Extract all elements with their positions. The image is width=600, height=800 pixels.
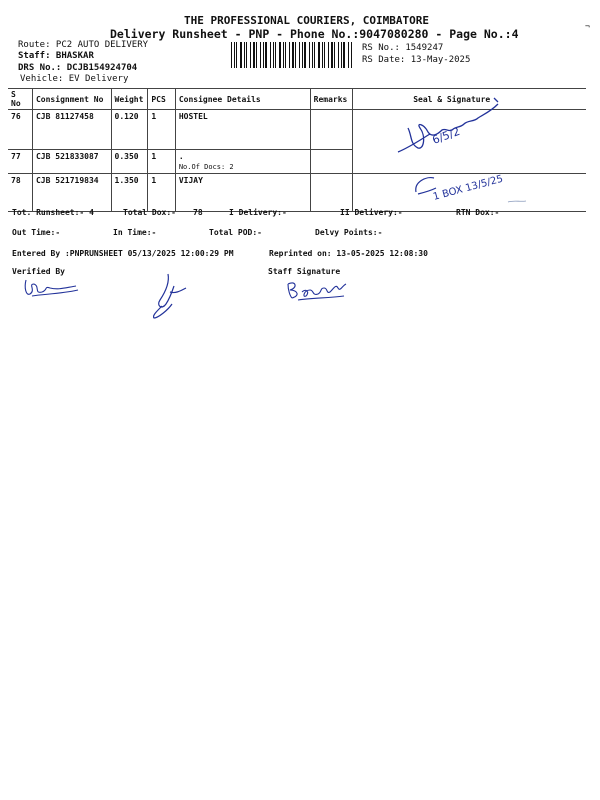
- row-pcs: 1: [148, 174, 176, 212]
- row-weight: 0.120: [111, 110, 148, 150]
- col-seal-signature: Seal & Signature: [353, 89, 586, 110]
- route-label: Route: PC2 AUTO DELIVERY: [18, 40, 149, 50]
- row-consignment: CJB 521719834: [32, 174, 111, 212]
- rtn-dox: RTN Dox:-: [456, 208, 500, 217]
- row-consignment: CJB 521833087: [32, 150, 111, 174]
- verified-by-label: Verified By: [12, 267, 65, 276]
- row-weight: 0.350: [111, 150, 148, 174]
- barcode-image: [230, 42, 354, 68]
- staff-signature-label: Staff Signature: [268, 267, 341, 276]
- ii-delivery: II Delivery:-: [340, 208, 403, 217]
- rs-number: RS No.: 1549247: [362, 43, 444, 53]
- tot-runsheet: Tot. Runsheet:- 4: [12, 208, 94, 217]
- row-weight: 1.350: [111, 174, 148, 212]
- rs-date: RS Date: 13-May-2025: [362, 55, 471, 65]
- row-sno: 76: [8, 110, 32, 150]
- i-delivery: I Delivery:-: [229, 208, 287, 217]
- corner-mark: ¬: [585, 22, 590, 31]
- row-remarks: [310, 110, 353, 150]
- row-consignee: .: [178, 152, 184, 161]
- row-remarks: [310, 174, 353, 212]
- officer-signature: [146, 270, 190, 322]
- row76-handwritten-note: 6/5/2: [430, 124, 462, 147]
- out-time: Out Time:-: [12, 228, 61, 237]
- runsheet-subtitle: Delivery Runsheet - PNP - Phone No.:9047080280 - Page No.:4: [110, 27, 519, 41]
- row-sno: 77: [8, 150, 32, 174]
- col-consignee: Consignee Details: [175, 89, 310, 110]
- row78-handwritten-note: 1 BOX 13/5/25: [431, 173, 505, 203]
- staff-handwritten-signature: [284, 278, 350, 302]
- delvy-points: Delvy Points:-: [315, 228, 383, 237]
- row-pcs: 1: [148, 110, 176, 150]
- col-weight: Weight: [111, 89, 148, 110]
- reprinted-on: Reprinted on: 13-05-2025 12:08:30: [269, 249, 428, 258]
- row-doc-count: No.Of Docs: 2: [178, 163, 234, 171]
- staff-label: Staff: BHASKAR: [18, 51, 94, 61]
- col-sno: S No: [8, 89, 32, 110]
- row-pcs: 1: [148, 150, 176, 174]
- col-remarks: Remarks: [310, 89, 353, 110]
- row-consignment: CJB 81127458: [32, 110, 111, 150]
- total-dox-value: 78: [193, 208, 203, 217]
- in-time: In Time:-: [113, 228, 157, 237]
- row-consignee: HOSTEL: [175, 110, 310, 150]
- row-sno: 78: [8, 174, 32, 212]
- company-title: THE PROFESSIONAL COURIERS, COIMBATORE: [184, 14, 430, 27]
- col-consignment: Consignment No: [32, 89, 111, 110]
- delivery-signature-row76: [390, 92, 510, 164]
- verifier-signature: [20, 276, 82, 300]
- entered-by: Entered By :PNPRUNSHEET 05/13/2025 12:00:29 PM: [12, 249, 234, 258]
- total-pod: Total POD:-: [209, 228, 262, 237]
- drs-number: DRS No.: DCJB154924704: [18, 63, 138, 73]
- col-pcs: PCS: [148, 89, 176, 110]
- row-consignee: VIJAY: [175, 174, 310, 212]
- delivery-signature-row78: [412, 166, 542, 210]
- vehicle-label: Vehicle: EV Delivery: [20, 74, 129, 84]
- row-consignee-cell: [175, 150, 310, 174]
- row-remarks: [310, 150, 353, 174]
- total-dox-label: Total Dox:-: [123, 208, 176, 217]
